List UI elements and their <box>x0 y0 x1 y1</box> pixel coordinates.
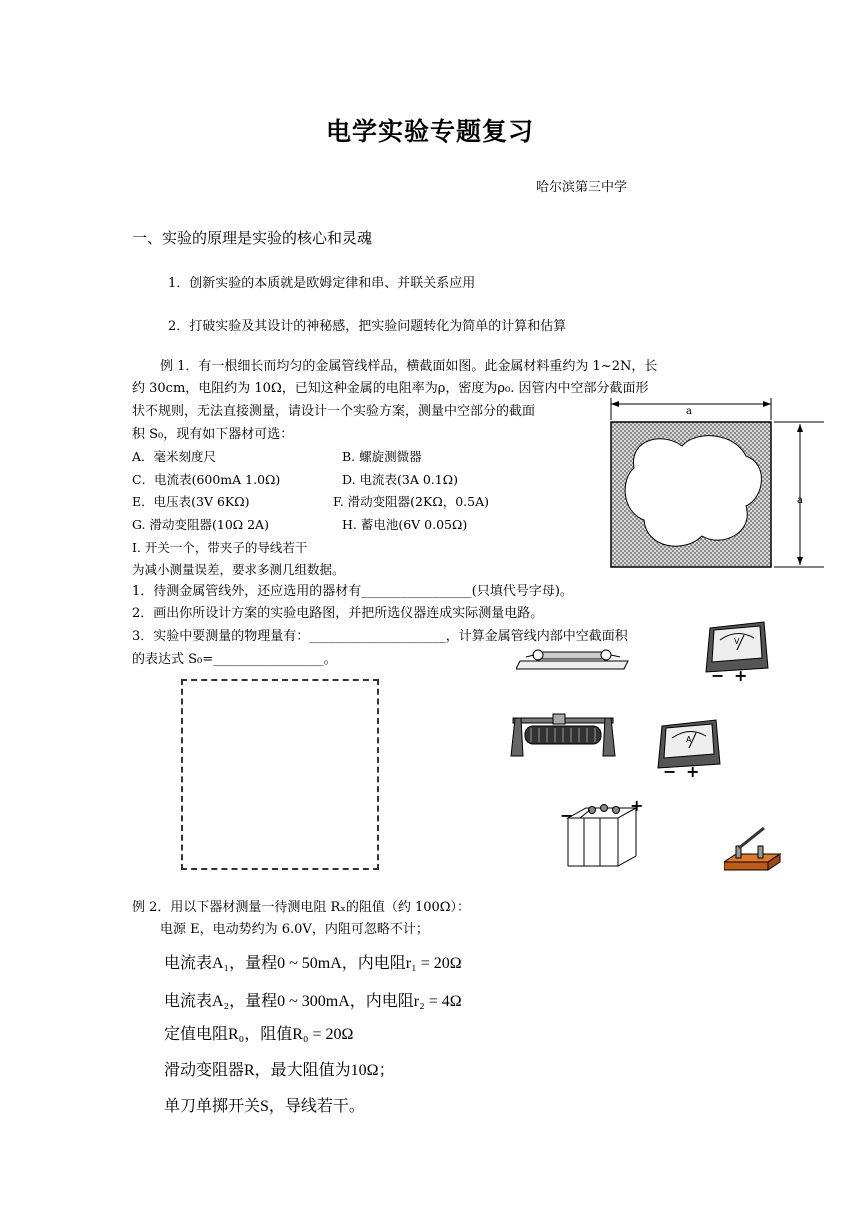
accuracy-note: 为减小测量误差，要求多测几组数据。 <box>132 562 345 577</box>
rheostat-icon <box>509 712 619 762</box>
example-1-line-1: 例 1．有一根细长而均匀的金属管线样品，横截面如图。此金属材料重约为 1~2N，长 <box>160 359 658 374</box>
option-g: G. 滑动变阻器(10Ω 2A) <box>132 517 269 532</box>
ammeter-a1-spec: 电流表A₁，量程0 ~ 50mA，内电阻r₁ = 20Ω <box>164 955 462 972</box>
example-2-line-1: 例 2．用以下器材测量一待测电阻 Rₓ的阻值（约 100Ω）： <box>132 900 471 915</box>
switch-spec: 单刀单掷开关S，导线若干。 <box>164 1098 365 1115</box>
switch-icon <box>724 826 782 874</box>
ammeter-plus: + <box>686 762 700 781</box>
fixed-resistor-spec: 定值电阻R₀，阻值R₀ = 20Ω <box>164 1026 354 1043</box>
example-1-line-2: 约 30cm，电阻约为 10Ω，已知这种金属的电阻率为ρ，密度为ρ₀. 因管内中空部分截面形 <box>132 381 649 396</box>
rheostat-spec: 滑动变阻器R，最大阻值为10Ω； <box>164 1062 395 1079</box>
dimension-label-top: a <box>686 406 692 417</box>
option-f: F. 滑动变阻器(2KΩ，0.5A) <box>333 494 489 509</box>
page-title: 电学实验专题复习 <box>325 117 534 146</box>
voltmeter-plus: + <box>734 666 748 685</box>
cross-section-figure <box>604 398 830 570</box>
metal-tube-sample-icon <box>516 643 632 673</box>
ammeter-letter: A <box>686 735 692 744</box>
option-h: H. 蓄电池(6V 0.05Ω) <box>342 517 468 532</box>
question-1: 1．待测金属管线外，还应选用的器材有_________________(只填代号字母)。 <box>132 584 573 599</box>
voltmeter-letter: V <box>734 637 740 646</box>
example-1-line-4: 积 S₀，现有如下器材可选： <box>132 427 294 442</box>
ammeter-minus: − <box>663 762 677 781</box>
option-b: B. 螺旋测微器 <box>342 449 422 464</box>
school-name: 哈尔滨第三中学 <box>536 180 628 195</box>
battery-plus: + <box>630 796 644 815</box>
section-heading: 一、实验的原理是实验的核心和灵魂 <box>132 229 373 247</box>
question-3-expression: 的表达式 S₀=_________________。 <box>132 652 337 667</box>
battery-icon <box>566 800 640 868</box>
battery-minus: − <box>560 806 574 825</box>
option-i: I. 开关一个，带夹子的导线若干 <box>132 540 308 555</box>
option-d: D. 电流表(3A 0.1Ω) <box>342 472 458 487</box>
question-2: 2．画出你所设计方案的实验电路图，并把所选仪器连成实际测量电路。 <box>132 606 544 621</box>
example-1-line-3: 状不规则，无法直接测量，请设计一个实验方案，测量中空部分的截面 <box>132 404 536 419</box>
option-e: E．电压表(3V 6KΩ) <box>132 494 250 509</box>
circuit-drawing-box <box>181 679 379 870</box>
point-2: 2．打破实验及其设计的神秘感，把实验问题转化为简单的计算和估算 <box>168 319 567 334</box>
ammeter-a2-spec: 电流表A₂，量程0 ~ 300mA，内电阻r₂ = 4Ω <box>164 993 462 1010</box>
dimension-label-right: a <box>797 495 803 506</box>
option-c: C．电流表(600mA 1.0Ω) <box>132 472 281 487</box>
option-a: A．毫米刻度尺 <box>132 449 217 464</box>
point-1: 1．创新实验的本质就是欧姆定律和串、并联关系应用 <box>168 276 476 291</box>
example-2-line-2: 电源 E，电动势约为 6.0V，内阻可忽略不计； <box>160 922 429 937</box>
voltmeter-minus: − <box>711 666 725 685</box>
question-3: 3．实验中要测量的物理量有：_____________________，计算金属管线内部中空截面积 <box>132 629 628 644</box>
